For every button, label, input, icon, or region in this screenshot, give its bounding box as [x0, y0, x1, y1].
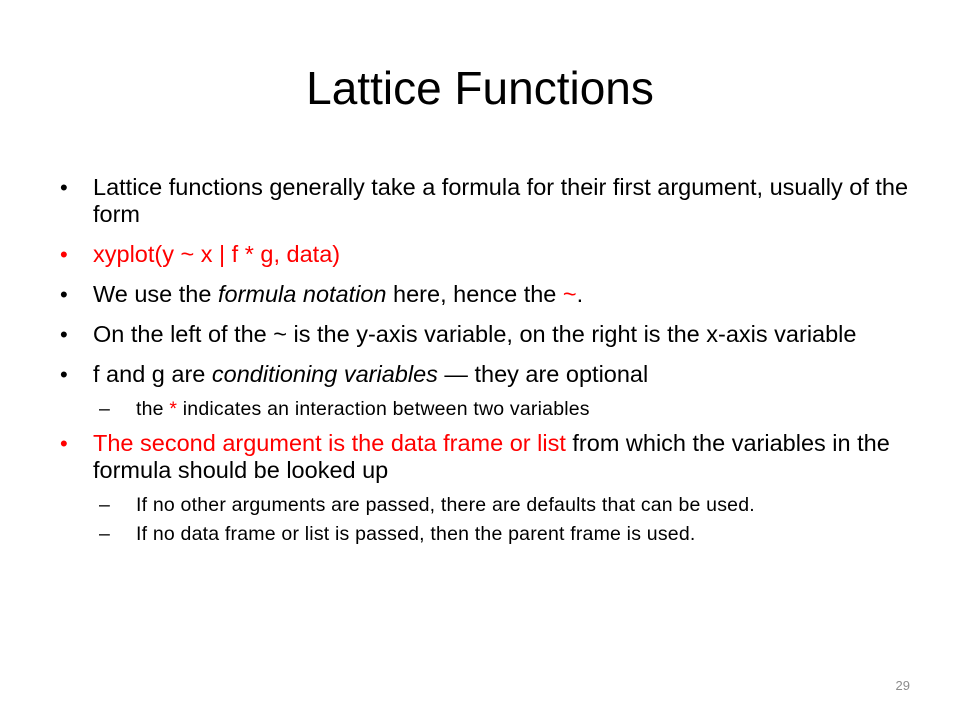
bullet-text-code: xyplot(y ~ x | f * g, data) — [93, 241, 341, 267]
star-highlight: * — [169, 398, 178, 420]
bullet-text-highlight: The second argument is the data frame or list — [93, 430, 566, 456]
bullet-marker: • — [60, 282, 68, 307]
sub-bullet-item — [60, 397, 910, 421]
bullet-item — [60, 321, 910, 348]
sub-bullet-marker: – — [99, 494, 111, 516]
bullet-item — [60, 174, 910, 228]
bullet-marker: • — [60, 322, 68, 347]
slide-title: Lattice Functions — [306, 62, 654, 114]
bullet-item — [60, 241, 910, 268]
bullet-marker: • — [60, 431, 68, 456]
sub-bullet-text: If no other arguments are passed, there are defaults that can be used. — [136, 494, 755, 516]
bullet-marker: • — [60, 175, 68, 200]
bullet-text: On the left of the ~ is the y-axis variable, on the right is the x-axis variable — [93, 321, 857, 347]
page-number: 29 — [895, 678, 910, 693]
sub-bullet-item — [60, 493, 910, 517]
bullet-text-emphasis: formula notation — [217, 281, 387, 307]
sub-bullet-text: If no data frame or list is passed, then the parent frame is used. — [136, 523, 696, 545]
sub-bullet-text-pre: the — [136, 398, 170, 420]
bullet-text-post: from which the variables in the formula should be looked up — [93, 430, 890, 483]
bullet-item — [60, 361, 910, 388]
sub-bullet-text-post: indicates an interaction between two variables — [177, 398, 590, 420]
bullet-marker: • — [60, 242, 68, 267]
sub-bullet-item — [60, 522, 910, 546]
bullet-text: Lattice functions generally take a formula for their first argument, usually of the form — [93, 174, 909, 227]
bullet-marker: • — [60, 362, 68, 387]
sub-bullet-marker: – — [99, 398, 111, 420]
bullet-text-pre: We use the — [93, 281, 218, 307]
bullet-text-mid: here, hence the — [386, 281, 563, 307]
tilde-highlight: ~ — [562, 281, 577, 307]
bullet-item — [60, 430, 910, 484]
bullet-text-emphasis: conditioning variables — [211, 361, 438, 387]
bullet-text-pre: f and g are — [93, 361, 212, 387]
bullet-item — [60, 281, 910, 308]
bullet-text-post: . — [576, 281, 584, 307]
bullet-text-post: — they are optional — [437, 361, 649, 387]
sub-bullet-marker: – — [99, 523, 111, 545]
slide-content — [60, 174, 910, 555]
